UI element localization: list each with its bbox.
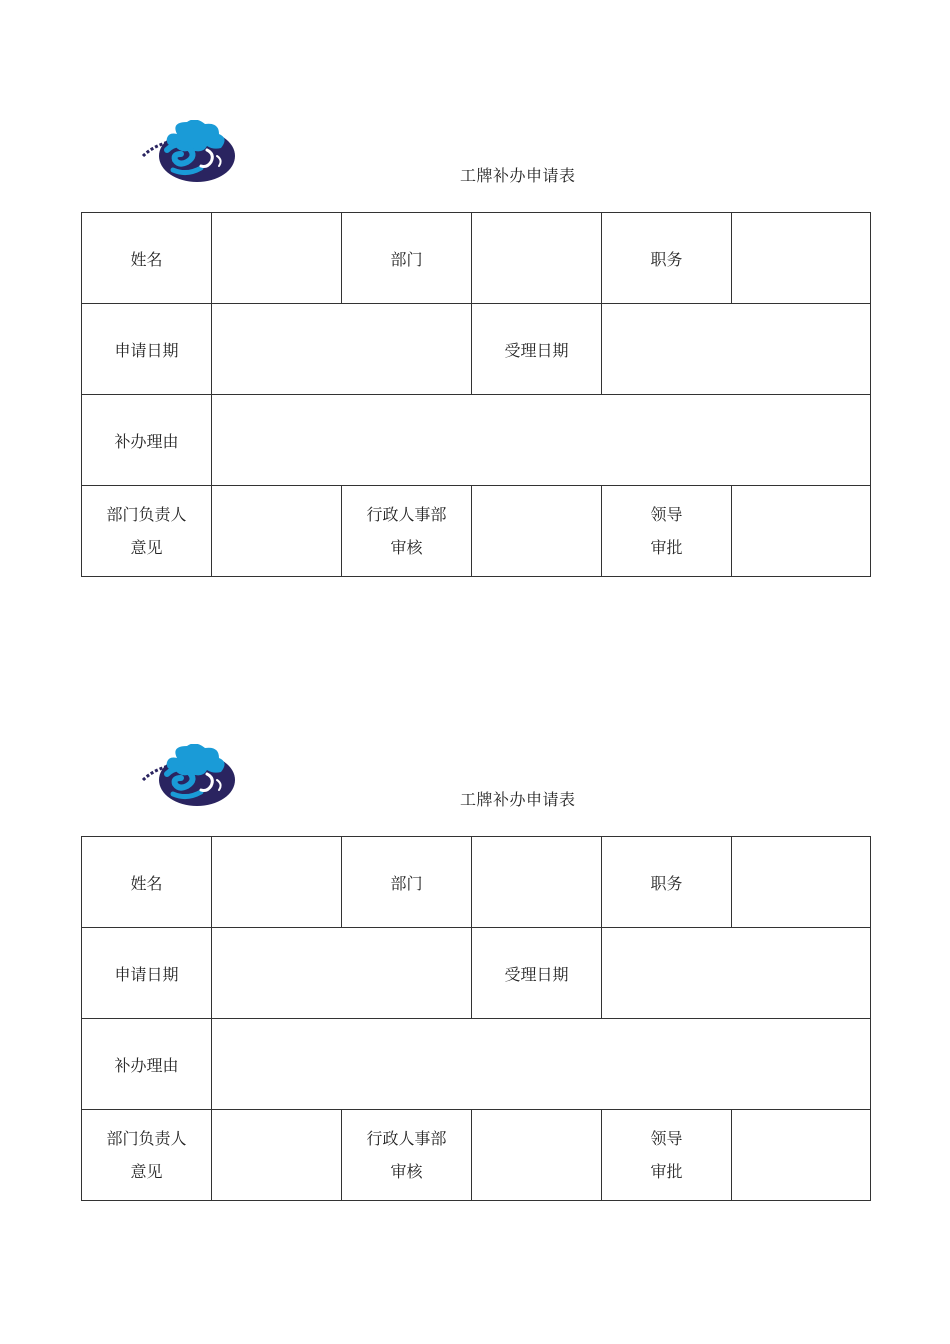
dept-head-label-line2: 意见 bbox=[130, 538, 163, 557]
table-row bbox=[82, 1019, 871, 1110]
position-label: 职务 bbox=[602, 213, 732, 304]
form-block-2 bbox=[0, 624, 950, 1181]
leader-label-line1: 领导 bbox=[650, 1129, 683, 1148]
application-form-table bbox=[81, 836, 871, 1201]
apply-date-field[interactable] bbox=[212, 928, 472, 1019]
company-logo-icon bbox=[137, 744, 237, 810]
table-row bbox=[82, 213, 871, 304]
company-logo-icon bbox=[137, 120, 237, 186]
hr-label-line1: 行政人事部 bbox=[366, 1129, 447, 1148]
accept-date-label: 受理日期 bbox=[472, 304, 602, 395]
hr-label-line2: 审核 bbox=[390, 1162, 423, 1181]
apply-date-field[interactable] bbox=[212, 304, 472, 395]
position-field[interactable] bbox=[732, 837, 871, 928]
reason-label: 补办理由 bbox=[82, 1019, 212, 1110]
leader-approval-field[interactable] bbox=[732, 486, 871, 577]
hr-review-field[interactable] bbox=[472, 1110, 602, 1201]
apply-date-label: 申请日期 bbox=[82, 304, 212, 395]
application-form-table bbox=[81, 212, 871, 577]
hr-review-label bbox=[342, 1110, 472, 1201]
accept-date-field[interactable] bbox=[602, 928, 871, 1019]
table-row bbox=[82, 1110, 871, 1201]
table-row bbox=[82, 395, 871, 486]
leader-label-line2: 审批 bbox=[650, 1162, 683, 1181]
accept-date-field[interactable] bbox=[602, 304, 871, 395]
form-title: 工牌补办申请表 bbox=[460, 790, 576, 809]
form-title: 工牌补办申请表 bbox=[460, 166, 576, 185]
hr-label-line2: 审核 bbox=[390, 538, 423, 557]
department-label: 部门 bbox=[342, 837, 472, 928]
leader-approval-field[interactable] bbox=[732, 1110, 871, 1201]
name-field[interactable] bbox=[212, 213, 342, 304]
dept-head-label-line1: 部门负责人 bbox=[106, 505, 187, 524]
reason-field[interactable] bbox=[212, 395, 871, 486]
hr-label-line1: 行政人事部 bbox=[366, 505, 447, 524]
reason-label: 补办理由 bbox=[82, 395, 212, 486]
accept-date-label: 受理日期 bbox=[472, 928, 602, 1019]
hr-review-field[interactable] bbox=[472, 486, 602, 577]
position-field[interactable] bbox=[732, 213, 871, 304]
leader-approval-label bbox=[602, 486, 732, 577]
apply-date-label: 申请日期 bbox=[82, 928, 212, 1019]
department-label: 部门 bbox=[342, 213, 472, 304]
dept-head-opinion-field[interactable] bbox=[212, 486, 342, 577]
table-row bbox=[82, 486, 871, 577]
table-row bbox=[82, 304, 871, 395]
leader-approval-label bbox=[602, 1110, 732, 1201]
dept-head-opinion-label bbox=[82, 486, 212, 577]
table-row bbox=[82, 837, 871, 928]
department-field[interactable] bbox=[472, 213, 602, 304]
name-label: 姓名 bbox=[82, 837, 212, 928]
position-label: 职务 bbox=[602, 837, 732, 928]
table-row bbox=[82, 928, 871, 1019]
form-block-1 bbox=[0, 0, 950, 557]
name-field[interactable] bbox=[212, 837, 342, 928]
leader-label-line1: 领导 bbox=[650, 505, 683, 524]
dept-head-label-line1: 部门负责人 bbox=[106, 1129, 187, 1148]
leader-label-line2: 审批 bbox=[650, 538, 683, 557]
dept-head-opinion-field[interactable] bbox=[212, 1110, 342, 1201]
name-label: 姓名 bbox=[82, 213, 212, 304]
hr-review-label bbox=[342, 486, 472, 577]
dept-head-label-line2: 意见 bbox=[130, 1162, 163, 1181]
dept-head-opinion-label bbox=[82, 1110, 212, 1201]
reason-field[interactable] bbox=[212, 1019, 871, 1110]
department-field[interactable] bbox=[472, 837, 602, 928]
